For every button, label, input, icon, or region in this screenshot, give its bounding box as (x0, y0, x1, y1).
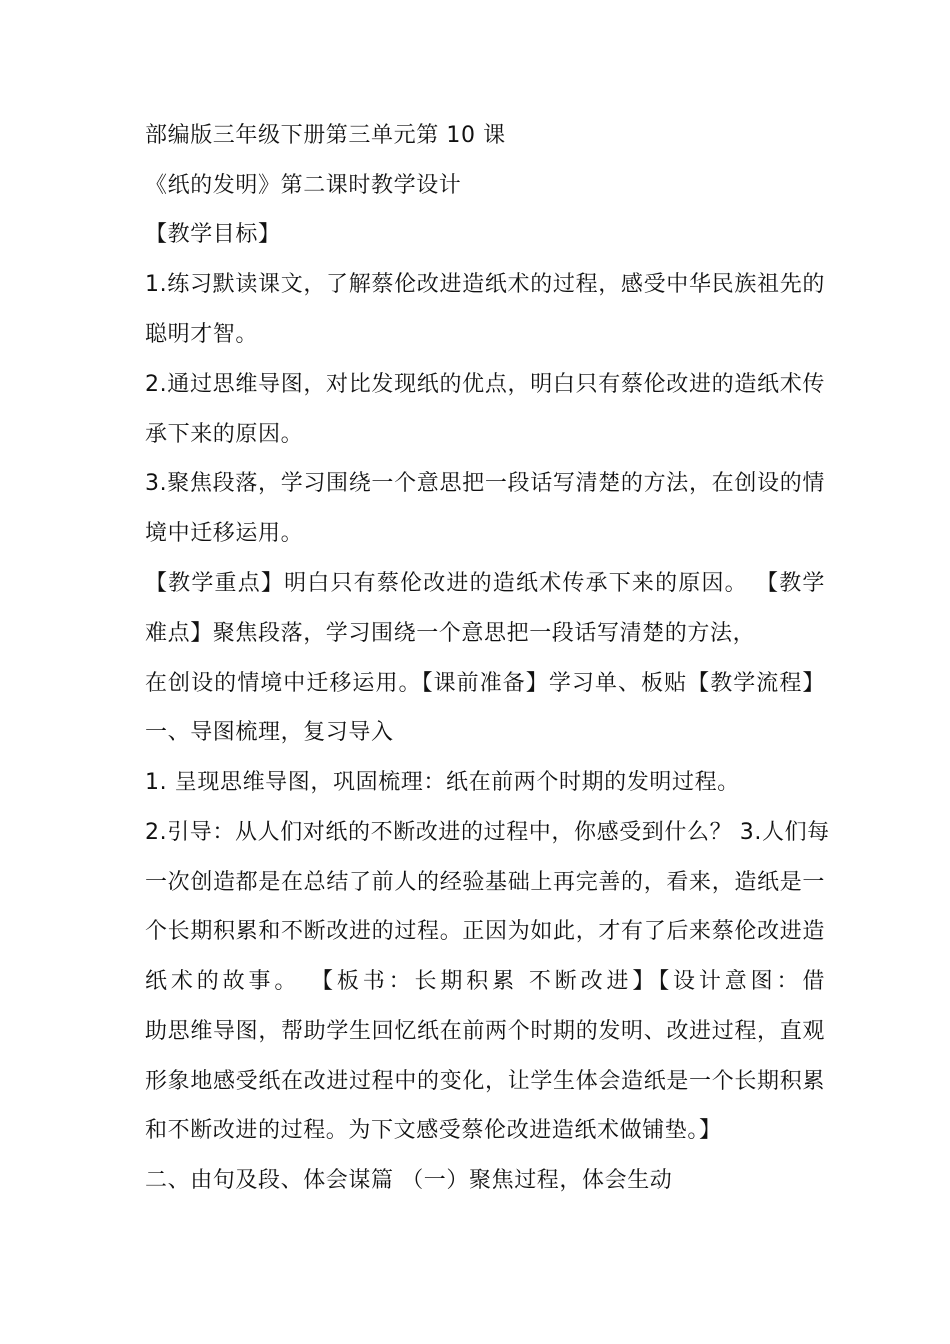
step-2-line-1: 2.引导：从人们对纸的不断改进的过程中，你感受到什么？ 3.人们每 (145, 820, 830, 845)
objective-3-line-1: 3.聚焦段落，学习围绕一个意思把一段话写清楚的方法，在创设的情 (145, 471, 825, 496)
step-3-line-1: 一次创造都是在总结了前人的经验基础上再完善的，看来，造纸是一 (145, 870, 825, 895)
design-intent-line-3: 和不断改进的过程。为下文感受蔡伦改进造纸术做铺垫。】 (145, 1118, 722, 1143)
section-heading-one: 一、导图梳理，复习导入 (145, 720, 394, 745)
step-3-line-2: 个长期积累和不断改进的过程。正因为如此，才有了后来蔡伦改进造 (145, 919, 825, 944)
objective-3-line-2: 境中迁移运用。 (145, 521, 304, 546)
objective-1-line-1: 1.练习默读课文，了解蔡伦改进造纸术的过程，感受中华民族祖先的 (145, 272, 825, 297)
design-intent-line-1: 助思维导图，帮助学生回忆纸在前两个时期的发明、改进过程，直观 (145, 1019, 825, 1044)
objective-2-line-2: 承下来的原因。 (145, 422, 304, 447)
objective-1-line-2: 聪明才智。 (145, 322, 259, 347)
design-intent-line-2: 形象地感受纸在改进过程中的变化，让学生体会造纸是一个长期积累 (145, 1069, 825, 1094)
objective-2-line-1: 2.通过思维导图，对比发现纸的优点，明白只有蔡伦改进的造纸术传 (145, 372, 825, 397)
section-heading-two: 二、由句及段、体会谋篇 （一）聚焦过程，体会生动 (145, 1168, 673, 1193)
key-points-line-1: 【教学重点】明白只有蔡伦改进的造纸术传承下来的原因。 【教学 (145, 571, 825, 596)
lesson-title: 《纸的发明》第二课时教学设计 (145, 173, 462, 198)
key-points-line-3: 在创设的情境中迁移运用。【课前准备】学习单、板贴【教学流程】 (145, 671, 825, 696)
step-1: 1. 呈现思维导图，巩固梳理：纸在前两个时期的发明过程。 (145, 770, 740, 795)
key-points-line-2: 难点】聚焦段落，学习围绕一个意思把一段话写清楚的方法， (145, 621, 756, 646)
section-heading-objectives: 【教学目标】 (145, 222, 281, 247)
lesson-header: 部编版三年级下册第三单元第 10 课 (145, 123, 506, 148)
board-note-line: 纸术的故事。 【板书：长期积累 不断改进】【设计意图：借 (145, 969, 825, 994)
